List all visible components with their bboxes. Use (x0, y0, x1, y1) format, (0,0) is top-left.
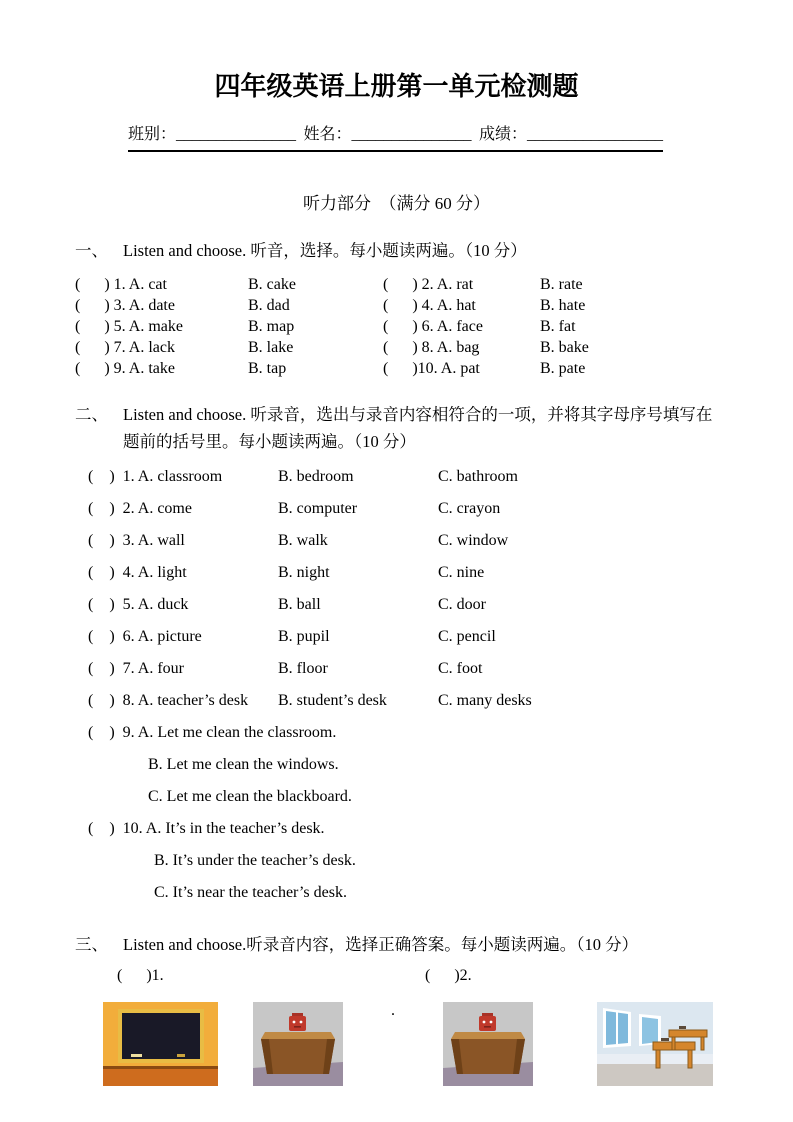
table-row (75, 274, 718, 295)
teacher-desk-illustration (253, 1002, 343, 1086)
list-item (88, 621, 718, 653)
question-option: B. walk (278, 532, 328, 549)
answer-pictures-row (75, 1002, 718, 1086)
class-blank: _______________ (176, 126, 297, 143)
question-option: C. window (438, 532, 509, 549)
question-option: C. bathroom (438, 468, 518, 485)
question-option: B. map (248, 318, 295, 335)
question-option: ( ) 3. A. date (75, 297, 175, 314)
score-blank: _________________ (526, 126, 663, 143)
section1-heading (75, 237, 718, 264)
question-option: ( ) 8. A. teacher’s desk (88, 692, 249, 709)
question-option: C. crayon (438, 500, 501, 517)
question-option: B. pupil (278, 628, 330, 645)
list-item (88, 493, 718, 525)
question-option: ( )10. A. pat (383, 360, 480, 377)
question-option: ( ) 4. A. light (88, 564, 187, 581)
page-title: 四年级英语上册第一单元检测题 (214, 72, 579, 102)
question-option: ( ) 9. A. take (75, 360, 175, 377)
question-option: B. student’s desk (278, 692, 387, 709)
question-option: C. nine (438, 564, 485, 581)
question-option: ( ) 1. A. cat (75, 276, 167, 293)
question-option: ( ) 6. A. picture (88, 628, 202, 645)
question-number-blank: ( )2. (425, 967, 472, 984)
question-option: B. floor (278, 660, 328, 677)
stray-period: . (391, 1002, 395, 1019)
question-option: ( ) 9. A. Let me clean the classroom. (88, 724, 337, 741)
question-option: C. pencil (438, 628, 496, 645)
section1-instructions: Listen and choose. 听音，选择。每小题读两遍。（10 分） (123, 241, 527, 260)
question-option: ( ) 7. A. lack (75, 339, 175, 356)
list-item (88, 717, 718, 813)
section2-instructions: Listen and choose. 听录音，选出与录音内容相符合的一项，并将其字母序号填写在题前的括号里。每小题读两遍。（10 分） (123, 405, 713, 451)
blackboard-illustration (103, 1002, 218, 1086)
list-item (88, 525, 718, 557)
list-item (88, 461, 718, 493)
question-option: ( ) 6. A. face (383, 318, 483, 335)
question-option: ( ) 5. A. make (75, 318, 183, 335)
question-option: ( ) 5. A. duck (88, 596, 189, 613)
question-option: B. computer (278, 500, 358, 517)
question-option: B. pate (540, 360, 586, 377)
table-row (75, 316, 718, 337)
list-item (88, 653, 718, 685)
question-option: C. Let me clean the blackboard. (148, 788, 352, 805)
list-item (88, 589, 718, 621)
question-option: C. door (438, 596, 486, 613)
question-option: ( ) 3. A. wall (88, 532, 185, 549)
question-option: C. many desks (438, 692, 532, 709)
question-option: B. dad (248, 297, 290, 314)
question-number-blank: ( )1. (117, 967, 164, 984)
listening-part-heading: 听力部分 （满分 60 分） (303, 194, 490, 213)
classroom-illustration (597, 1002, 713, 1086)
section2-heading (75, 401, 718, 455)
section1-number: 一、 (75, 241, 108, 260)
score-field (479, 124, 663, 146)
section2-number: 二、 (75, 405, 108, 424)
teacher-desk-illustration (443, 1002, 533, 1086)
question-option: B. ball (278, 596, 321, 613)
question-option: B. Let me clean the windows. (148, 756, 339, 773)
table-row (75, 295, 718, 316)
list-item (88, 813, 718, 909)
question-option: B. tap (248, 360, 287, 377)
question-option: ( ) 8. A. bag (383, 339, 480, 356)
question-option: B. night (278, 564, 330, 581)
student-info-row (128, 124, 663, 152)
question-option: B. bake (540, 339, 589, 356)
section3-number: 三、 (75, 935, 108, 954)
question-option: C. It’s near the teacher’s desk. (154, 884, 347, 901)
question-option: B. lake (248, 339, 294, 356)
class-field (128, 124, 296, 146)
question-option: B. bedroom (278, 468, 354, 485)
table-row (75, 337, 718, 358)
question-option: C. foot (438, 660, 483, 677)
question-option: ( ) 1. A. classroom (88, 468, 223, 485)
name-field (303, 124, 471, 146)
question-option: B. rate (540, 276, 583, 293)
list-item (88, 685, 718, 717)
question-option: B. It’s under the teacher’s desk. (154, 852, 356, 869)
class-label: 班别： (128, 126, 177, 143)
question-option: B. fat (540, 318, 576, 335)
table-row (75, 358, 718, 379)
score-label: 成绩： (478, 126, 527, 143)
section3-instructions: Listen and choose.听录音内容，选择正确答案。每小题读两遍。（10 分） (123, 935, 639, 954)
section3-heading (75, 931, 718, 958)
list-item (88, 557, 718, 589)
name-label: 姓名： (303, 126, 352, 143)
question-option: ( ) 2. A. come (88, 500, 192, 517)
question-option: ( ) 7. A. four (88, 660, 184, 677)
question-option: ( ) 2. A. rat (383, 276, 474, 293)
section2-question-list (88, 461, 718, 909)
section3-question-numbers (117, 964, 718, 988)
question-option: B. cake (248, 276, 296, 293)
section1-question-table (75, 274, 718, 379)
question-option: B. hate (540, 297, 586, 314)
name-blank: _______________ (351, 126, 472, 143)
question-option: ( ) 10. A. It’s in the teacher’s desk. (88, 820, 325, 837)
question-option: ( ) 4. A. hat (383, 297, 476, 314)
